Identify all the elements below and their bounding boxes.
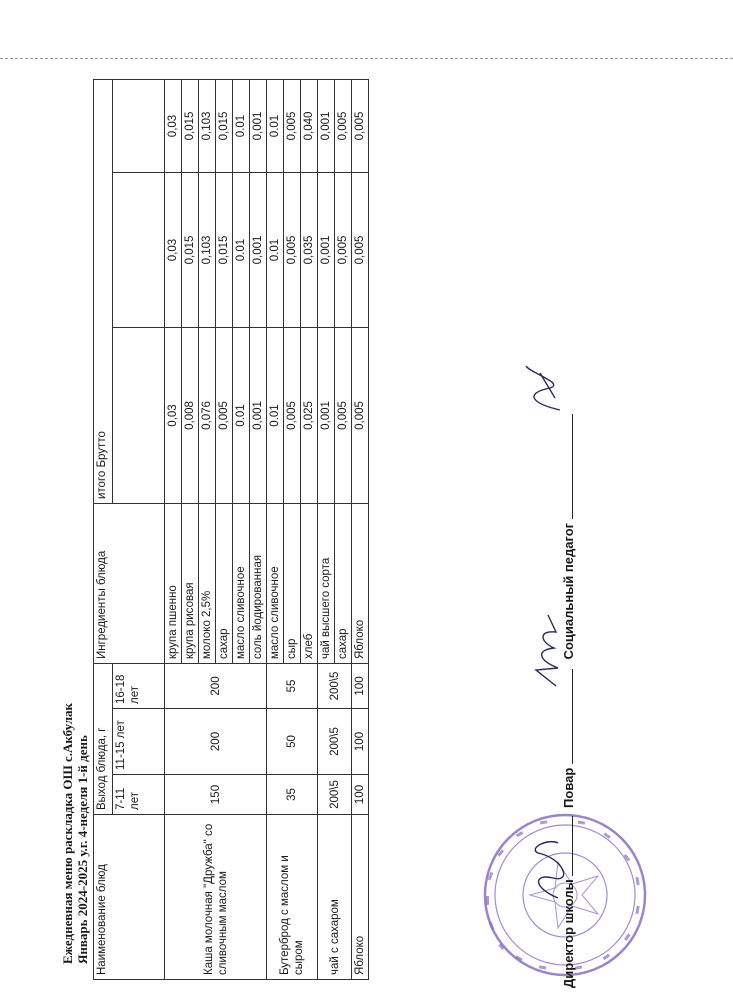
gross-weight-b1: 0,008: [182, 328, 199, 504]
gross-weight-b1: 0,005: [216, 328, 233, 504]
dish-yield-y1: 35: [267, 775, 318, 815]
ingredient-name: масло сливочное: [233, 504, 250, 664]
gross-weight-b2: 0,015: [216, 173, 233, 328]
gross-weight-b3: 0,001: [318, 79, 335, 172]
ingredient-name: крупа пшенно: [165, 504, 182, 664]
gross-weight-b1: 0,076: [199, 328, 216, 504]
gross-weight-b1: 0,005: [284, 328, 301, 504]
header-total-blank-2: [113, 173, 165, 328]
ingredient-name: молоко 2,5%: [199, 504, 216, 664]
dish-yield-y1: 100: [352, 775, 369, 815]
table-row: [352, 79, 369, 979]
gross-weight-b3: 0,103: [199, 79, 216, 172]
director-signature: [528, 833, 568, 903]
dish-yield-y2: 200: [165, 709, 267, 775]
gross-weight-b2: 0,005: [284, 173, 301, 328]
dish-yield-y2: 200\5: [318, 709, 352, 775]
header-total: итого Брутто: [94, 79, 113, 503]
gross-weight-b1: 0,005: [335, 328, 352, 504]
header-age-7-11: 7-11 лет: [113, 775, 165, 815]
gross-weight-b1: 0,001: [318, 328, 335, 504]
gross-weight-b3: 0,001: [250, 79, 267, 172]
dish-yield-y3: 100: [352, 664, 369, 709]
gross-weight-b3: 0.01: [233, 79, 250, 172]
social-pedagogue-signature: [520, 358, 570, 418]
social-pedagogue-label: Социальный педагог: [561, 522, 576, 660]
ingredient-name: крупа рисовая: [182, 504, 199, 664]
ingredient-name: сыр: [284, 504, 301, 664]
gross-weight-b2: 0.01: [233, 173, 250, 328]
dish-yield-y2: 50: [267, 709, 318, 775]
gross-weight-b3: 0.01: [267, 79, 284, 172]
dish-yield-y2: 100: [352, 709, 369, 775]
table-row: [318, 79, 335, 979]
header-yield: Выход блюда, г: [94, 664, 113, 815]
dish-name: Яблоко: [352, 815, 369, 980]
ingredient-name: сахар: [216, 504, 233, 664]
social-signature-line: [560, 414, 573, 519]
gross-weight-b1: 0,005: [352, 328, 369, 504]
dish-name: чай с сахаром: [318, 815, 352, 980]
header-ingredients: Ингредиенты блюда: [94, 504, 165, 664]
document-title: Ежедневная меню раскладка ОШ с.Акбулак: [60, 702, 75, 964]
ingredient-name: масло сливочное: [267, 504, 284, 664]
gross-weight-b2: 0,015: [182, 173, 199, 328]
dish-yield-y3: 200: [165, 664, 267, 709]
gross-weight-b2: 0,035: [301, 173, 318, 328]
menu-table: [93, 79, 369, 980]
gross-weight-b1: 0,001: [250, 328, 267, 504]
director-label: Директор школы: [561, 879, 576, 988]
ingredient-name: хлеб: [301, 504, 318, 664]
gross-weight-b3: 0,005: [284, 79, 301, 172]
cook-label: Повар: [561, 767, 576, 808]
gross-weight-b2: 0,001: [318, 173, 335, 328]
dish-name: Бутерброд с маслом и сыром: [267, 815, 318, 980]
header-dish: Наименование блюд: [94, 815, 165, 980]
gross-weight-b2: 0,005: [352, 173, 369, 328]
gross-weight-b2: 0,001: [250, 173, 267, 328]
document-subtitle: Январь 2024-2025 у.г. 4-неделя 1-й день: [75, 735, 90, 964]
table-row: [267, 79, 284, 979]
gross-weight-b3: 0,005: [335, 79, 352, 172]
ingredient-name: Яблоко: [352, 504, 369, 664]
header-total-blank-1: [113, 328, 165, 504]
gross-weight-b2: 0.01: [267, 173, 284, 328]
gross-weight-b1: 0,03: [165, 328, 182, 504]
gross-weight-b1: 0.01: [233, 328, 250, 504]
ingredient-name: сахар: [335, 504, 352, 664]
header-age-11-15: 11-15 лет: [113, 709, 165, 775]
gross-weight-b2: 0,03: [165, 173, 182, 328]
gross-weight-b3: 0,015: [216, 79, 233, 172]
dish-yield-y1: 150: [165, 775, 267, 815]
gross-weight-b3: 0,03: [165, 79, 182, 172]
ingredient-name: соль йодированная: [250, 504, 267, 664]
table-row: [165, 79, 182, 979]
gross-weight-b3: 0,005: [352, 79, 369, 172]
dish-yield-y3: 55: [267, 664, 318, 709]
gross-weight-b2: 0,005: [335, 173, 352, 328]
dish-name: Каша молочная "Дружба" со сливочным маслом: [165, 815, 267, 980]
gross-weight-b3: 0,040: [301, 79, 318, 172]
gross-weight-b1: 0.01: [267, 328, 284, 504]
header-total-blank-3: [113, 79, 165, 172]
dish-yield-y1: 200\5: [318, 775, 352, 815]
gross-weight-b3: 0,015: [182, 79, 199, 172]
gross-weight-b2: 0,103: [199, 173, 216, 328]
ingredient-name: чай высшего сорта: [318, 504, 335, 664]
dish-yield-y3: 200\5: [318, 664, 352, 709]
header-age-16-18: 16-18 лет: [113, 664, 165, 709]
cook-signature: [528, 610, 568, 690]
gross-weight-b1: 0,025: [301, 328, 318, 504]
